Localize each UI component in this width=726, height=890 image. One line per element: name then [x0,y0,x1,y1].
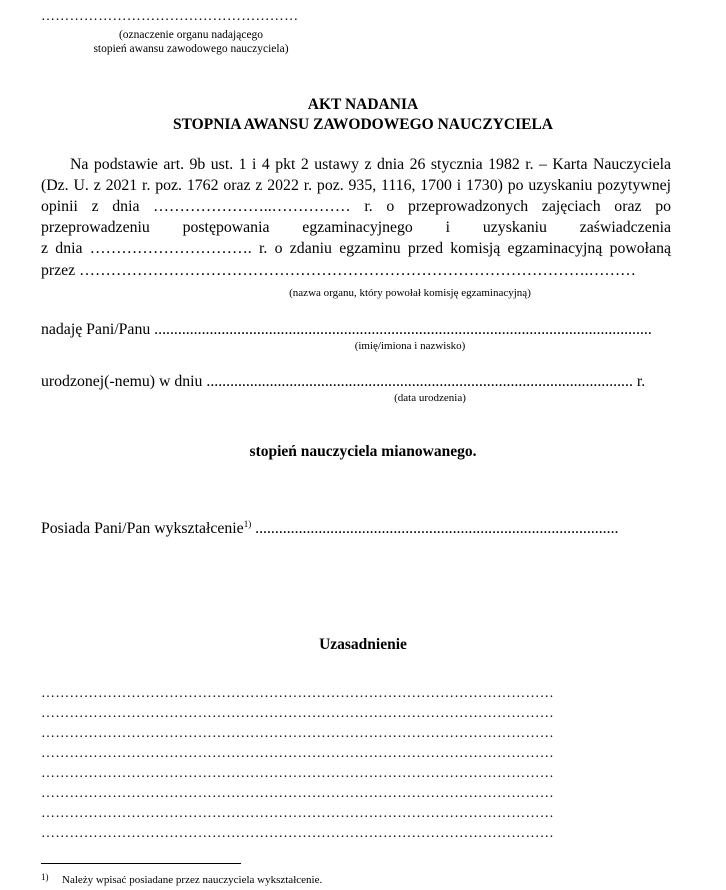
education-label: Posiada Pani/Pan wykształcenie [41,520,244,537]
justification-line: ……………………………………………………………………………………………… [41,826,554,841]
justification-line: ……………………………………………………………………………………………… [41,766,554,781]
document-title-line2: STOPNIA AWANSU ZAWODOWEGO NAUCZYCIELA [173,116,553,133]
degree-statement: stopień nauczyciela mianowanego. [249,443,477,460]
organ-caption: (nazwa organu, który powołał komisję egzaminacyjną) [289,287,531,299]
issuer-caption-1: (oznaczenie organu nadającego [118,29,264,41]
body-line-5: z dnia …………………………. r. o zdaniu egzaminu przed komisją egzaminacyjną powołaną [41,240,671,257]
issuer-dots: ……………………………………………… [41,9,299,24]
footnote-ref: 1) [243,519,252,529]
footnote-mark: 1) [41,872,49,882]
document-title-line1: AKT NADANIA [307,96,419,113]
issuer-caption-2: stopień awansu zawodowego nauczyciela) [93,43,289,55]
justification-line: ……………………………………………………………………………………………… [41,706,554,721]
justification-line: ……………………………………………………………………………………………… [41,686,554,701]
justification-line: ……………………………………………………………………………………………… [41,726,554,741]
footnote-separator [41,863,241,864]
justification-line: ……………………………………………………………………………………………… [41,786,554,801]
body-line-1: Na podstawie art. 9b ust. 1 i 4 pkt 2 ustawy z dnia 26 stycznia 1982 r. – Karta Nauczyciela [70,156,671,173]
body-line-3: opinii z dnia …………………..…………… r. o przeprowadzonych zajęciach oraz po [41,198,671,215]
body-line-6: przez …………………………………………………………………………………….……… [41,262,636,279]
education-dots: ............................................................................................ [251,520,619,537]
body-line-2: (Dz. U. z 2021 r. poz. 1762 oraz z 2022 r. poz. 935, 1116, 1700 i 1730) po uzyskaniu pozytywnej [41,177,671,194]
birth-line: urodzonej(-nemu) w dniu ............................................................................................................ r. [41,373,646,390]
name-caption: (imię/imiona i nazwisko) [354,340,466,352]
body-line-4: przeprowadzeniu postępowania egzaminacyjnego i uzyskaniu zaświadczenia [41,219,671,236]
birth-caption: (data urodzenia) [394,392,466,404]
justification-heading: Uzasadnienie [319,636,407,653]
name-line: nadaję Pani/Panu .............................................................................................................................. [41,321,652,338]
justification-line: ……………………………………………………………………………………………… [41,746,554,761]
education-line [41,518,673,539]
footnote-text: Należy wpisać posiadane przez nauczyciela wykształcenie. [62,874,323,886]
justification-line: ……………………………………………………………………………………………… [41,806,554,821]
